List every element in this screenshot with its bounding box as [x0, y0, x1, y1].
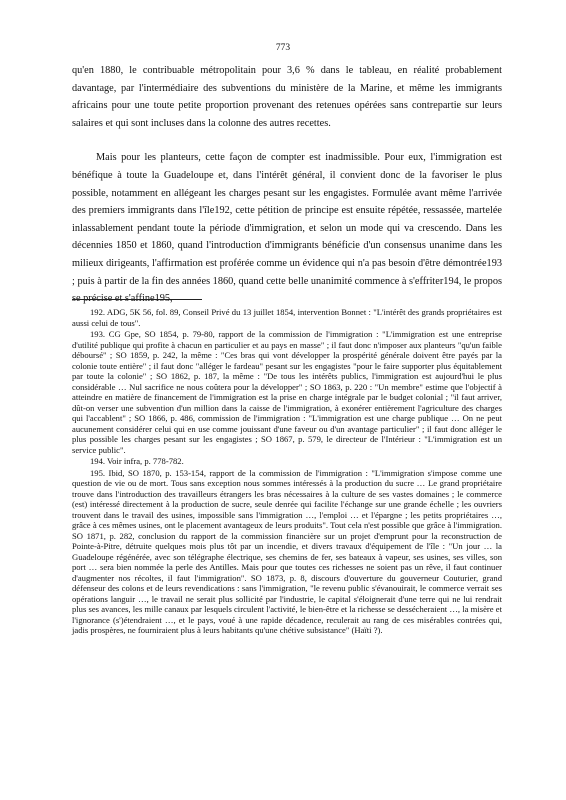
- main-text: [72, 62, 502, 308]
- footnotes: [72, 307, 502, 637]
- footnote: 195. Ibid, SO 1870, p. 153-154, rapport de la commission de l'immigration : "L'immigration s'impose comme une question de vie ou de mort. Tous sans exception nous sommes intéressés à la production du sucre … Le grand propriétaire trouve dans l'introduction des travailleurs étrangers les bras nécessaires à la culture de ses vastes domaines ; le commerce (est) intéressé directement à la production de sucre, seule denrée qui facilite l'échange sur une grande échelle ; les ouvriers trouvent dans le travail des usines, impossible sans l'immigration …, l'emploi … et l'épargne ; les petits propriétaires …, grâce à ces mêmes usines, ont le placement avantageux de leurs produits". Tout cela n'est possible que grâce à l'immigration. SO 1871, p. 282, conclusion du rapport de la commission financière sur un projet d'emprunt pour la reconstruction de Pointe-à-Pitre, détruite quelques mois plus tôt par un incendie, et divers travaux d'équipement de l'île : "Un jour … la Guadeloupe régénérée, avec son télégraphe électrique, ses chemins de fer, ses bateaux à vapeur, ses usines, ses villes, son port … sera bien nommée la perle des Antilles. Mais pour que toutes ces richesses ne soient pas un rêve, il faut continuer d'augmenter nos récoltes, il faut l'immigration". SO 1873, p. 8, discours d'ouverture du gouverneur Couturier, grand défenseur des colons et de leurs revendications : sans l'immigration, "le revenu public s'évanouirait, le commerce verrait ses opérations languir …, le travail ne serait plus sollicité par l'industrie, le capital s'éloignerait d'une terre qui ne lui rendrait plus ses avances, les mille canaux par lesquels circulent l'activité, le bien-être et la richesse se dessécheraient …, la misère et l'ignorance (s')étendraient …, et le pays, voué à une rapide décadence, reculerait au rang de ces misérables contrées qui, jadis prospères, ne fourniraient plus à leurs habitants qu'une chétive subsistance" (Haïti ?).: [72, 467, 502, 635]
- paragraph: qu'en 1880, le contribuable métropolitain pour 3,6 % dans le tableau, en réalité probablement davantage, par l'intermédiaire des subventions du ministère de la Marine, et même les immigrants africains pour une toute petite proportion provenant des retenues opérées sans contrepartie sur leurs salaires et qui sont incluses dans la colonne des autres recettes.: [72, 65, 502, 129]
- page-number: 773: [275, 43, 291, 53]
- footnote-separator: [72, 299, 202, 300]
- footnote: 193. CG Gpe, SO 1854, p. 79-80, rapport de la commission de l'immigration : "L'immigration est une entreprise d'utilité publique qui profite à chacun en particulier et au pays en masse" ; il faut donc n'imposer aux planteurs "qu'un faible déboursé" ; SO 1859, p. 242, la même : "Ces bras qui vont développer la prospérité générale doivent être payés par la colonie toute entière" ; il faut donc "alléger le fardeau" pesant sur les engagistes "pour le faire supporter plus équitablement par toute la colonie" ; SO 1862, p. 187, la même : "De tous les intérêts publics, l'immigration est aujourd'hui le plus considérable … Nul sacrifice ne nous coûtera pour la développer" ; SO 1863, p. 220 : "Un membre" estime que l'objectif à atteindre en matière de financement de l'immigration est la prise en charge intégrale par le budget colonial ; "il faut arriver, dût-on verser une subvention d'un million dans la caisse de l'immigration, à exonérer entièrement l'agriculture des charges qui l'accablent" ; SO 1866, p. 486, commission de l'immigration : "L'immigration est une charge publique … On ne peut aucunement considérer celui qui en use comme jouissant d'une faveur ou d'un avantage particulier" ; il faut donc alléger le plus possible les charges pesant sur les engagistes ; SO 1867, p. 579, le directeur de l'Intérieur : "L'immigration est un service public".: [72, 329, 502, 455]
- footnote: 194. Voir infra, p. 778-782.: [90, 456, 184, 466]
- footnote: 192. ADG, 5K 56, fol. 89, Conseil Privé du 13 juillet 1854, intervention Bonnet : "L'intérêt des grands propriétaires est aussi celui de tous".: [72, 307, 502, 328]
- paragraph: Mais pour les planteurs, cette façon de compter est inadmissible. Pour eux, l'immigration est bénéfique à toute la Guadeloupe et, dans l'intérêt général, il convient donc de la favoriser le plus possible, notamment en allégeant les charges pesant sur les engagistes. Formulée avant même l'arrivée des premiers immigrants dans l'île192, cette pétition de principe est ensuite répétée, ressassée, martelée inlassablement pendant toute la période d'immigration, et selon un mode qui va crescendo. Dans les décennies 1850 et 1860, quand l'introduction d'immigrants bénéficie d'un consensus unanime dans les milieux dirigeants, l'affirmation est proférée comme un évidence qui n'a pas besoin d'être démontrée193 ; puis à partir de la fin des années 1860, quand cette belle unanimité commence à s'effriter194, le propos se précise et s'affine195,: [72, 152, 502, 305]
